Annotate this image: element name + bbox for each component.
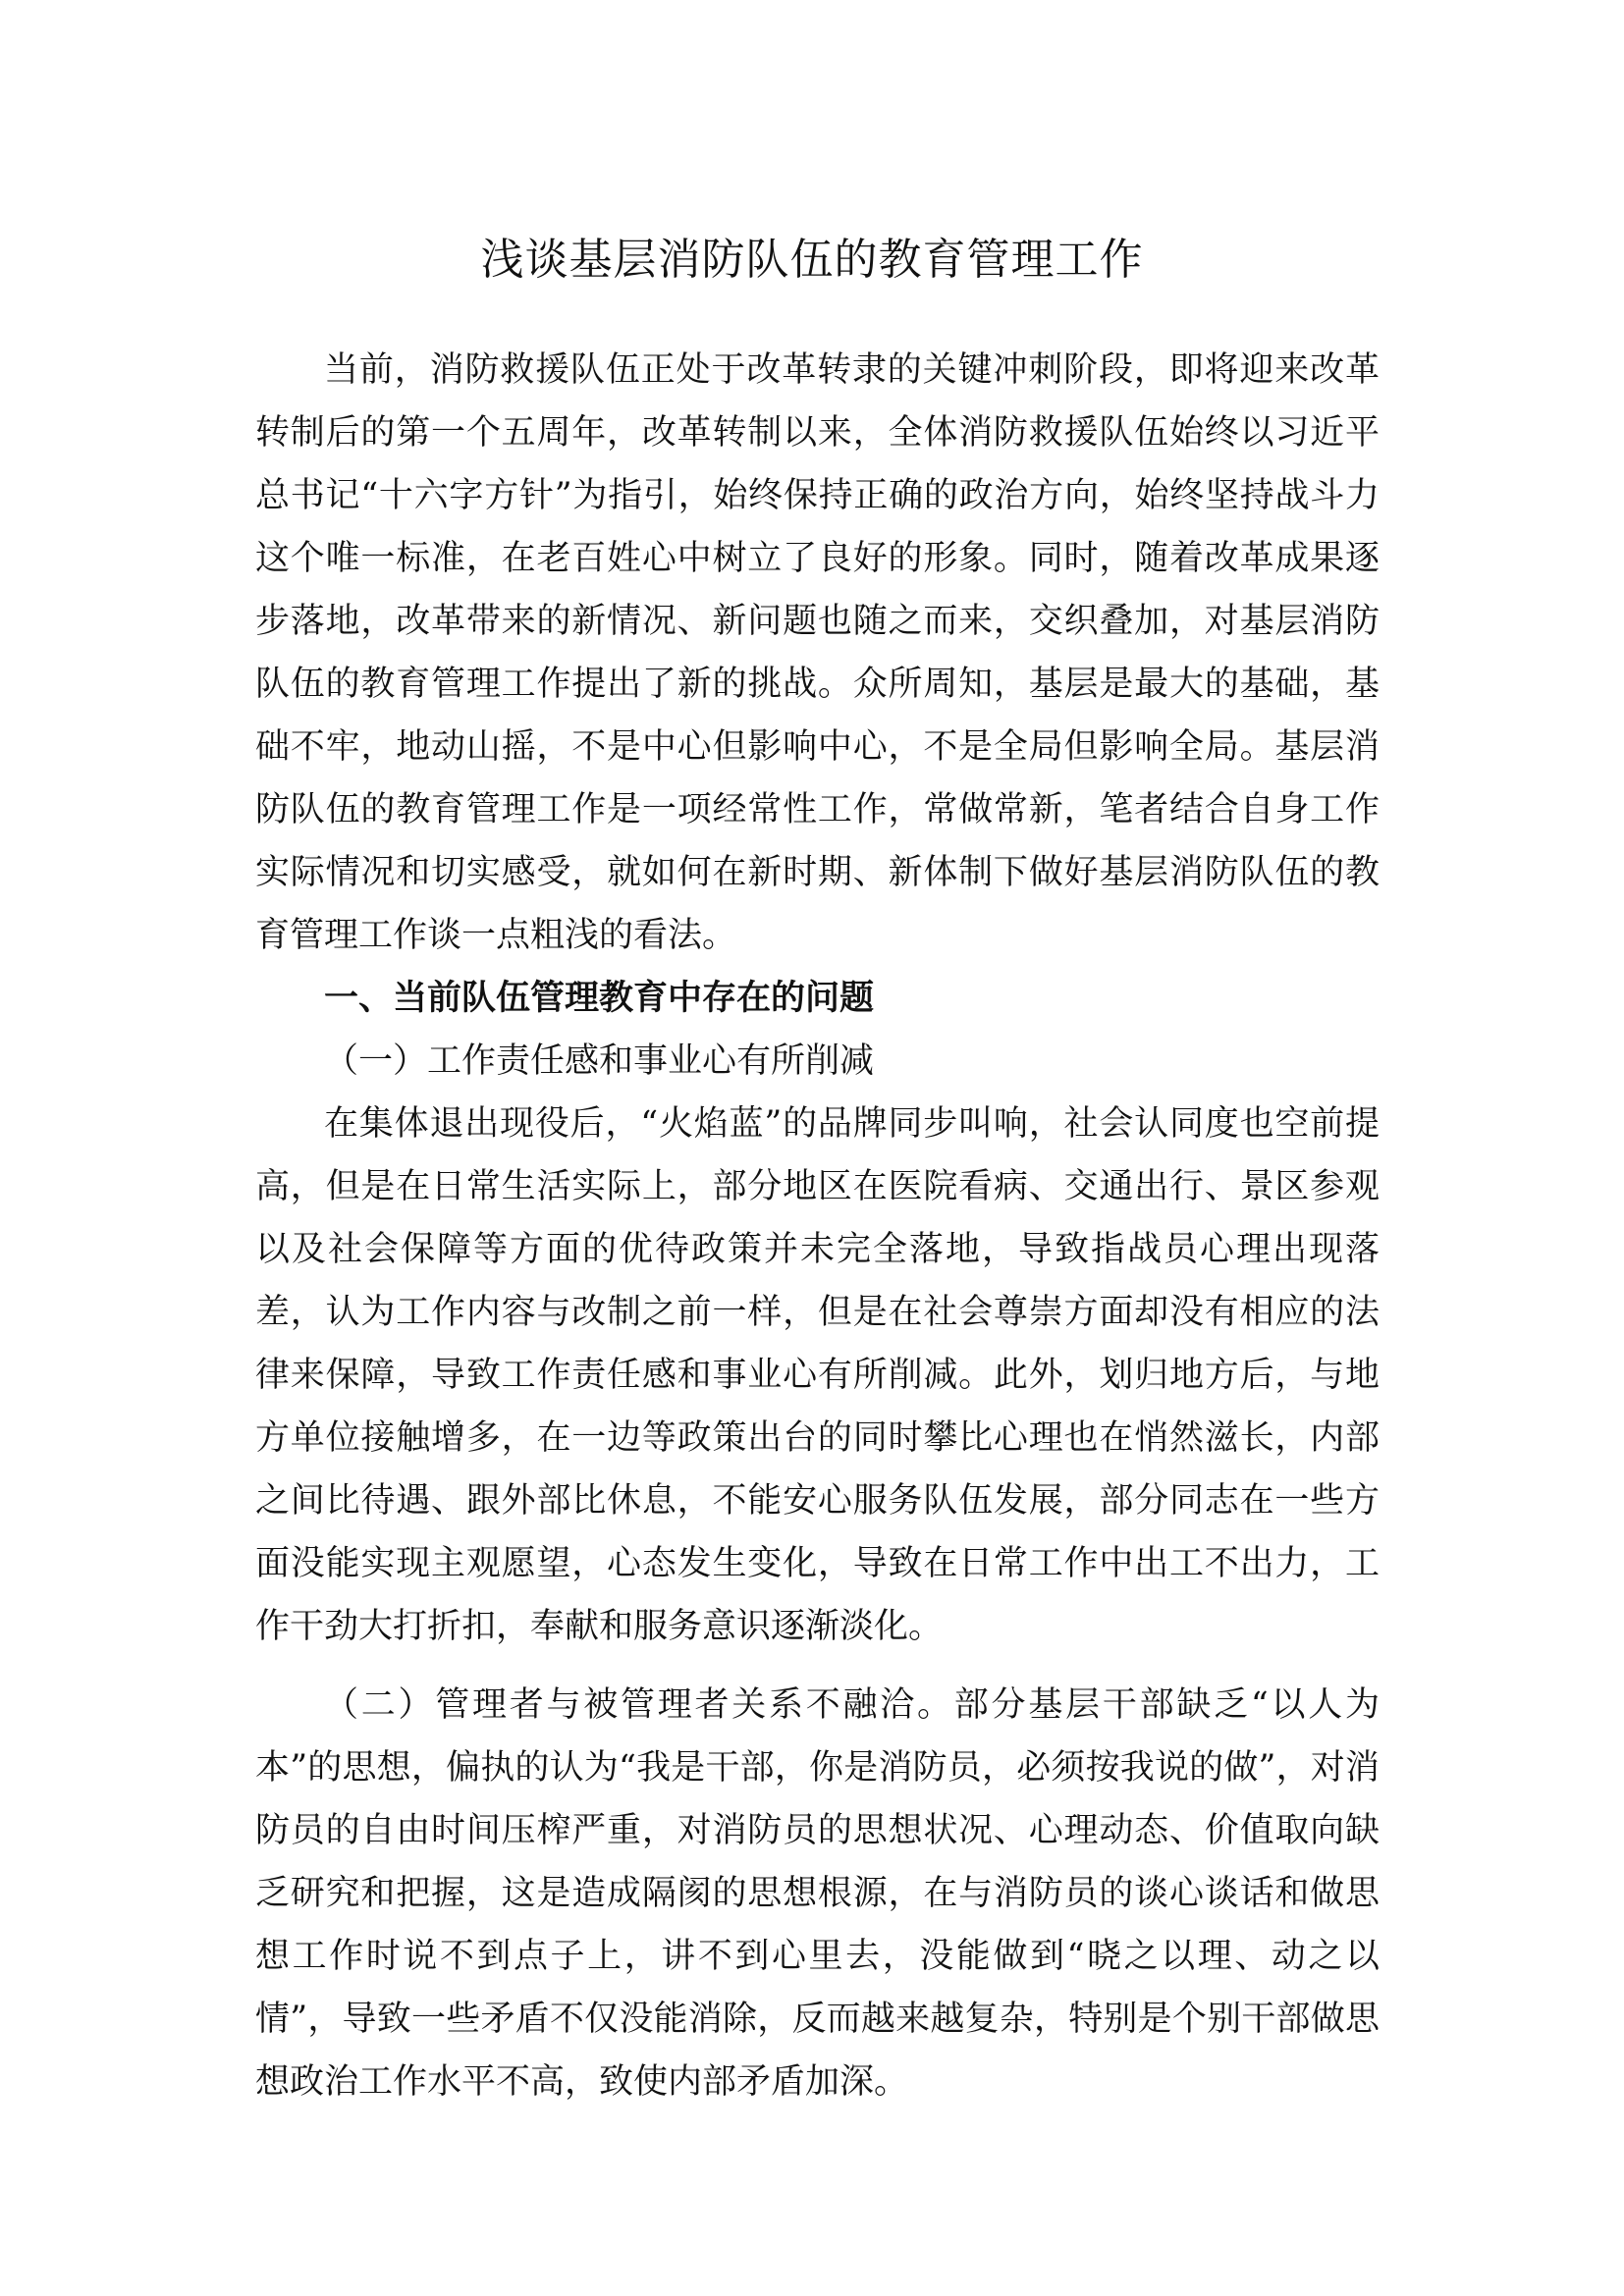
paragraph-section2: （二）管理者与被管理者关系不融洽。部分基层干部缺乏“以人为本”的思想，偏执的认为“我是干部，你是消防员，必须按我说的做”，对消防员的自由时间压榨严重，对消防员的思想状况、心理动态、价值取向缺乏研究和把握，这是造成隔阂的思想根源，在与消防员的谈心谈话和做思想工作时说不到点子上，讲不到心里去，没能做到“晓之以理、动之以情”，导致一些矛盾不仅没能消除，反而越来越复杂，特别是个别干部做思想政治工作水平不高，致使内部矛盾加深。 xyxy=(255,1685,1380,2102)
paragraph-intro: 当前，消防救援队伍正处于改革转隶的关键冲刺阶段，即将迎来改革转制后的第一个五周年，改革转制以来，全体消防救援队伍始终以习近平总书记“十六字方针”为指引，始终保持正确的政治方向，始终坚持战斗力这个唯一标准，在老百姓心中树立了良好的形象。同时，随着改革成果逐步落地，改革带来的新情况、新问题也随之而来，交织叠加，对基层消防队伍的教育管理工作提出了新的挑战。众所周知，基层是最大的基础，基础不牢，地动山摇，不是中心但影响中心，不是全局但影响全局。基层消防队伍的教育管理工作是一项经常性工作，常做常新，笔者结合自身工作实际情况和切实感受，就如何在新时期、新体制下做好基层消防队伍的教育管理工作谈一点粗浅的看法。 xyxy=(255,350,1380,955)
paragraph-section1: 在集体退出现役后，“火焰蓝”的品牌同步叫响，社会认同度也空前提高，但是在日常生活实际上，部分地区在医院看病、交通出行、景区参观以及社会保障等方面的优待政策并未完全落地，导致指战员心理出现落差，认为工作内容与改制之前一样，但是在社会尊崇方面却没有相应的法律来保障，导致工作责任感和事业心有所削减。此外，划归地方后，与地方单位接触增多，在一边等政策出台的同时攀比心理也在悄然滋长，内部之间比待遇、跟外部比休息，不能安心服务队伍发展，部分同志在一些方面没能实现主观愿望，心态发生变化，导致在日常工作中出工不出力，工作干劲大打折扣，奉献和服务意识逐渐淡化。 xyxy=(255,1104,1380,1646)
section-heading: 一、当前队伍管理教育中存在的问题 xyxy=(324,979,875,1018)
subsection-heading: （一）工作责任感和事业心有所削减 xyxy=(324,1041,875,1081)
document-body xyxy=(255,339,1380,2113)
document-title: 浅谈基层消防队伍的教育管理工作 xyxy=(480,235,1144,285)
